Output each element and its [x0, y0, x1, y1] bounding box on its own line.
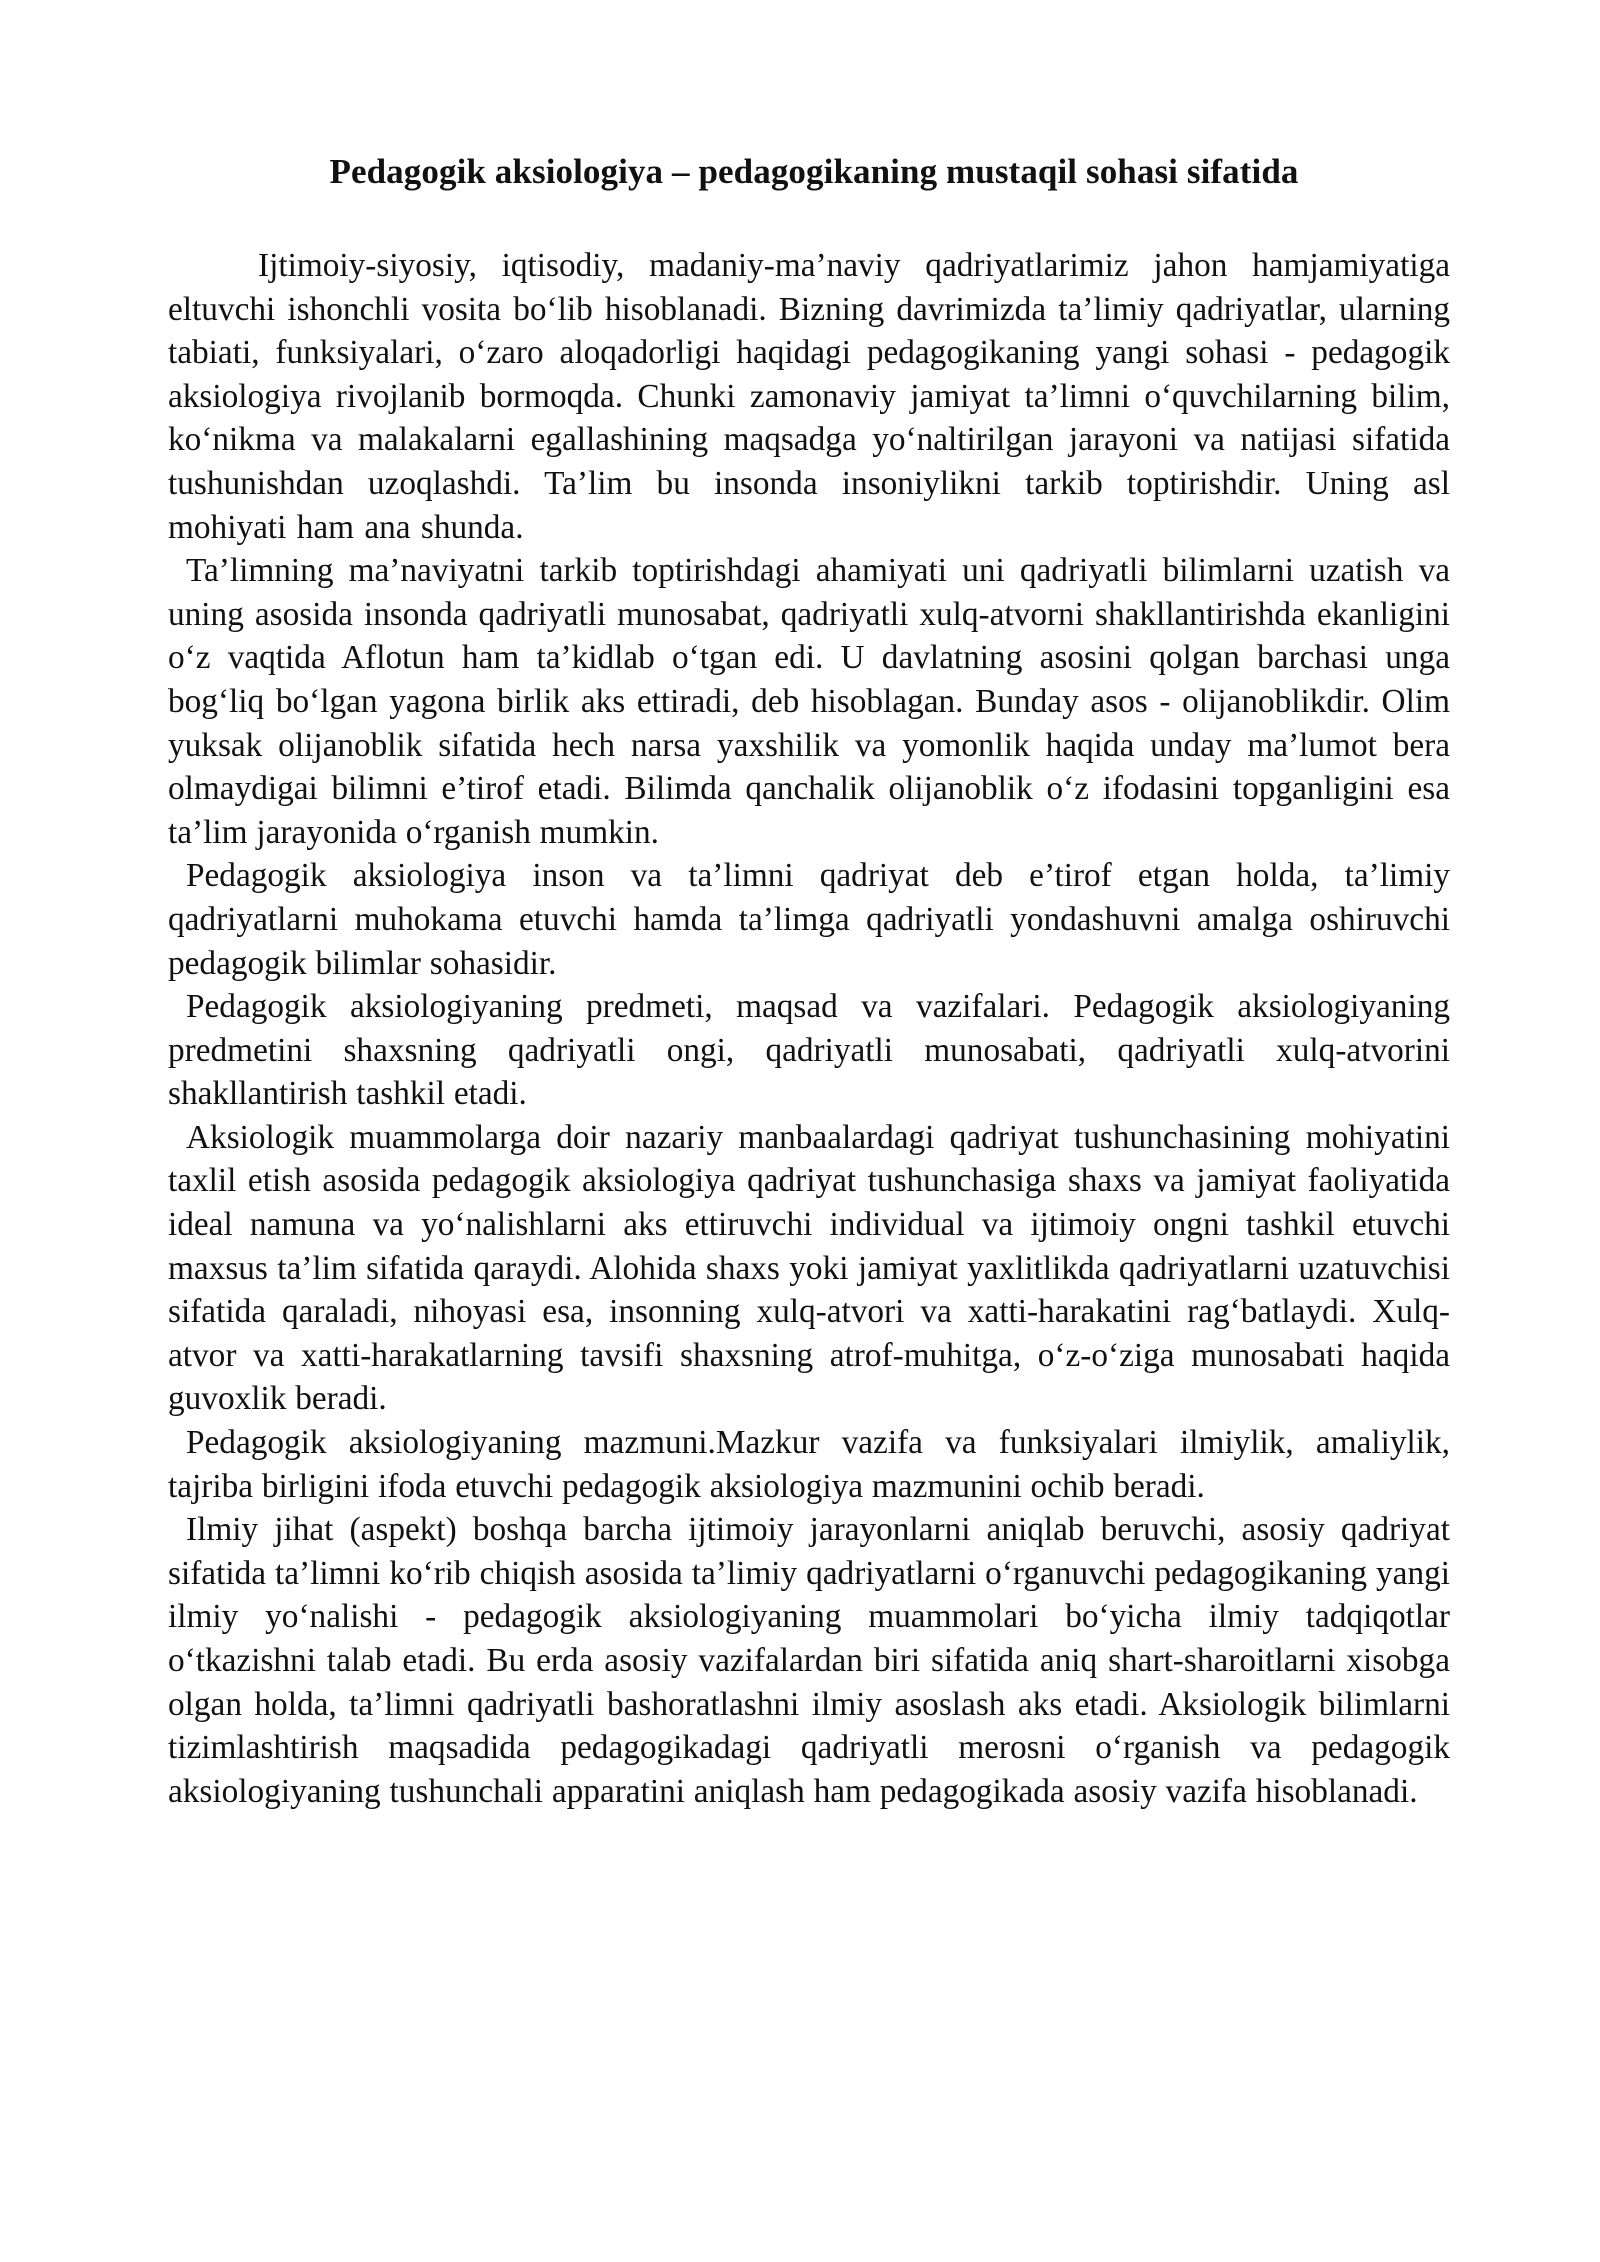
paragraph-3: Pedagogik aksiologiya inson va ta’limni qadriyat deb e’tirof etgan holda, ta’limiy qadriyatlarni muhokama etuvchi hamda ta’limga qadriyatli yondashuvni amalga oshiruvchi pedagogik bilimlar sohasidir. [168, 857, 1450, 982]
paragraph-4: Pedagogik aksiologiyaning predmeti, maqsad va vazifalari. Pedagogik aksiologiyaning predmetini shaxsning qadriyatli ongi, qadriyatli munosabati, qadriyatli xulq-atvorini shakllantirish tashkil etadi. [168, 988, 1450, 1113]
paragraph-5: Aksiologik muammolarga doir nazariy manbaalardagi qadriyat tushunchasining mohiyatini taxlil etish asosida pedagogik aksiologiya qadriyat tushunchasiga shaxs va jamiyat faoliyatida ideal namuna va yo‘nalishlarni aks ettiruvchi individual va ijtimoiy ongni tashkil etuvchi maxsus ta’lim sifatida qaraydi. Alohida shaxs yoki jamiyat yaxlitlikda qadriyatlarni uzatuvchisi sifatida qaraladi, nihoyasi esa, insonning xulq-atvori va xatti-harakatini rag‘batlaydi. Xulq-atvor va xatti-harakatlarning tavsifi shaxsning atrof-muhitga, o‘z-o‘ziga munosabati haqida guvoxlik beradi. [168, 1118, 1450, 1418]
paragraph-1: Ijtimoiy-siyosiy, iqtisodiy, madaniy-ma’naviy qadriyatlarimiz jahon hamjamiyatiga eltuvchi ishonchli vosita bo‘lib hisoblanadi. Bizning davrimizda ta’limiy qadriyatlar, ularning tabiati, funksiyalari, o‘zaro aloqadorligi haqidagi pedagogikaning yangi sohasi - pedagogik aksiologiya rivojlanib bormoqda. Chunki zamonaviy jamiyat ta’limni o‘quvchilarning bilim, ko‘nikma va malakalarni egallashining maqsadga yo‘naltirilgan jarayoni va natijasi sifatida tushunishdan uzoqlashdi. Ta’lim bu insonda insoniylikni tarkib toptirishdir. Uning asl mohiyati ham ana shunda. [168, 247, 1450, 546]
document-page [168, 148, 1450, 1813]
paragraph-2: Ta’limning ma’naviyatni tarkib toptirishdagi ahamiyati uni qadriyatli bilimlarni uzatish va uning asosida insonda qadriyatli munosabat, qadriyatli xulq-atvorni shakllantirishda ekanligini o‘z vaqtida Aflotun ham ta’kidlab o‘tgan edi. U davlatning asosini qolgan barchasi unga bog‘liq bo‘lgan yagona birlik aks ettiradi, deb hisoblagan. Bunday asos - olijanoblikdir. Olim yuksak olijanoblik sifatida hech narsa yaxshilik va yomonlik haqida unday ma’lumot bera olmaydigai bilimni e’tirof etadi. Bilimda qanchalik olijanoblik o‘z ifodasini topganligini esa ta’lim jarayonida o‘rganish mumkin. [168, 552, 1450, 851]
paragraph-7: Ilmiy jihat (aspekt) boshqa barcha ijtimoiy jarayonlarni aniqlab beruvchi, asosiy qadriyat sifatida ta’limni ko‘rib chiqish asosida ta’limiy qadriyatlarni o‘rganuvchi pedagogikaning yangi ilmiy yo‘nalishi - pedagogik aksiologiyaning muammolari bo‘yicha ilmiy tadqiqotlar o‘tkazishni talab etadi. Bu erda asosiy vazifalardan biri sifatida aniq shart-sharoitlarni xisobga olgan holda, ta’limni qadriyatli bashoratlashni ilmiy asoslash aks etadi. Aksiologik bilimlarni tizimlashtirish maqsadida pedagogikadagi qadriyatli merosni o‘rganish va pedagogik aksiologiyaning tushunchali apparatini aniqlash ham pedagogikada asosiy vazifa hisoblanadi. [168, 1511, 1450, 1810]
paragraph-6: Pedagogik aksiologiyaning mazmuni.Mazkur vazifa va funksiyalari ilmiylik, amaliylik, tajriba birligini ifoda etuvchi pedagogik aksiologiya mazmunini ochib beradi. [168, 1424, 1450, 1505]
document-title: Pedagogik aksiologiya – pedagogikaning mustaqil sohasi sifatida [329, 152, 1299, 191]
